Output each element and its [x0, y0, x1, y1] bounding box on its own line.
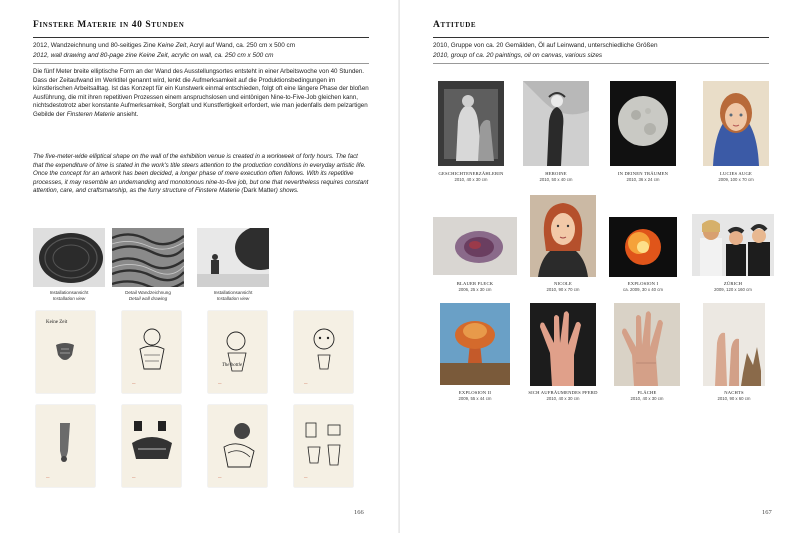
right-page — [400, 0, 800, 533]
painting-nicole — [530, 195, 596, 277]
painting-caption: HEROINE 2010, 50 x 40 cm — [539, 171, 573, 183]
body-text-en: The five-meter-wide elliptical shape on the wall of the exhibition venue is created in a workweek of forty hours. The fact that the expenditure of time is stated in the work's title steers attention to the production conditions in everyday artistic life. Once the concept for an artwork has been decided, a longer phase of mere execution often follows. With its repetitive processes, it may resemble an undemanding and monotonous nine-to-five job, but one that nevertheless requires constant attention, care, and craftsmanship, as the furry structure of Finstere Materie (Dark Matter) shows. — [33, 153, 369, 194]
painting-geschichtenerzaehlerin — [438, 81, 504, 166]
zine-credit-mark: — — [132, 381, 136, 385]
title-rule — [433, 37, 769, 38]
meta-de: 2012, Wandzeichnung und 80-seitiges Zine Keine Zeit, Acryl auf Wand, ca. 250 cm x 500 cm — [33, 42, 296, 49]
zine-page — [294, 405, 353, 487]
painting-caption: EXPLOSION I ca. 2009, 30 x 40 cm — [623, 281, 663, 293]
image-caption: Installationsansicht Installation view — [49, 290, 89, 301]
installation-view-image — [197, 228, 269, 287]
painting-zuerich — [692, 214, 774, 276]
meta-en: 2010, group of ca. 20 paintings, oil on canvas, various sizes — [433, 52, 603, 59]
zine-doodle-text: The bottle — [222, 363, 243, 368]
zine-page — [36, 405, 95, 487]
image-caption: Installationsansicht Installation view — [213, 290, 253, 301]
painting-lucies-auge — [703, 81, 769, 166]
body-text-de: Die fünf Meter breite elliptische Form an der Wand des Ausstellungsortes entsteht in einer Arbeitswoche von 40 Stunden. Dass der Zeitaufwand im Werktitel genannt wird, lenkt die Aufmerksamkeit auf die Produktionsbedingungen im künstlerischen Arbeitsalltag. Ist das Konzept für ein Kunstwerk einmal entschieden, folgt oft eine längere Phase der bloßen Ausführung, die mit ihren repetitiven Prozessen einem anspruchslosen und eintönigen Nine-to-Five-Job gleichen kann, nichtsdestotrotz aber konstante Aufmerksamkeit, Sorgfalt und Kunstfertigkeit erfordert, wie man jedenfalls dem pelzartigen Gebilde der Finsteren Materie ansieht. — [33, 68, 369, 118]
zine-page — [208, 405, 267, 487]
left-page-title: Finstere Materie in 40 Stunden — [33, 20, 185, 30]
painting-explosion-1 — [609, 217, 677, 277]
image-caption: Detail Wandzeichnung Detail wall drawing — [125, 290, 171, 301]
painting-caption: LUCIES AUGE 2009, 100 x 70 cm — [718, 171, 754, 183]
painting-nachts — [703, 303, 765, 386]
right-page-title: Attitude — [433, 20, 477, 30]
painting-caption: NACHTS 2010, 90 x 60 cm — [717, 390, 751, 402]
zine-cover — [36, 311, 95, 393]
zine-credit-mark: — — [218, 381, 222, 385]
painting-heroine — [523, 81, 589, 166]
zine-page — [122, 405, 181, 487]
zine-credit-mark: — — [304, 381, 308, 385]
zine-credit-mark: — — [218, 475, 222, 479]
zine-credit-mark: — — [304, 475, 308, 479]
painting-caption: SICH AUFBÄUMENDES PFERD 2010, 40 x 30 cm — [528, 390, 598, 402]
painting-caption: NICOLE 2010, 90 x 70 cm — [546, 281, 580, 293]
zine-credit-mark: — — [132, 475, 136, 479]
zine-credit-mark: — — [46, 475, 50, 479]
page-number-right: 167 — [762, 509, 772, 516]
painting-in-deinen-traeumen — [610, 81, 676, 166]
painting-caption: EXPLOSION II 2009, 55 x 44 cm — [458, 390, 492, 402]
painting-caption: BLAUER FLECK 2006, 25 x 30 cm — [456, 281, 494, 293]
meta-rule — [33, 63, 369, 64]
painting-caption: FLÄCHE 2010, 40 x 30 cm — [630, 390, 664, 402]
painting-caption: IN DEINEN TRÄUMEN 2010, 36 x 24 cm — [617, 171, 669, 183]
zine-page — [122, 311, 181, 393]
painting-caption: ZÜRICH 2009, 120 x 160 cm — [714, 281, 752, 293]
wall-drawing-detail-image — [112, 228, 184, 287]
zine-page — [208, 311, 267, 393]
installation-view-image — [33, 228, 105, 287]
zine-title: Keine Zeit — [46, 320, 68, 325]
page-number-left: 166 — [354, 509, 364, 516]
painting-flaeche — [614, 303, 680, 386]
painting-explosion-2 — [440, 303, 510, 385]
painting-sich-aufbaeumendes-pferd — [530, 303, 596, 386]
painting-caption: GESCHICHTENERZÄHLERIN 2010, 40 x 30 cm — [438, 171, 504, 183]
meta-en: 2012, wall drawing and 80-page zine Keine Zeit, acrylic on wall, ca. 250 cm x 500 cm — [33, 52, 274, 59]
zine-page — [294, 311, 353, 393]
painting-blauer-fleck — [433, 217, 517, 275]
meta-rule — [433, 63, 769, 64]
title-rule — [33, 37, 369, 38]
meta-de: 2010, Gruppe von ca. 20 Gemälden, Öl auf Leinwand, unterschiedliche Größen — [433, 42, 658, 49]
